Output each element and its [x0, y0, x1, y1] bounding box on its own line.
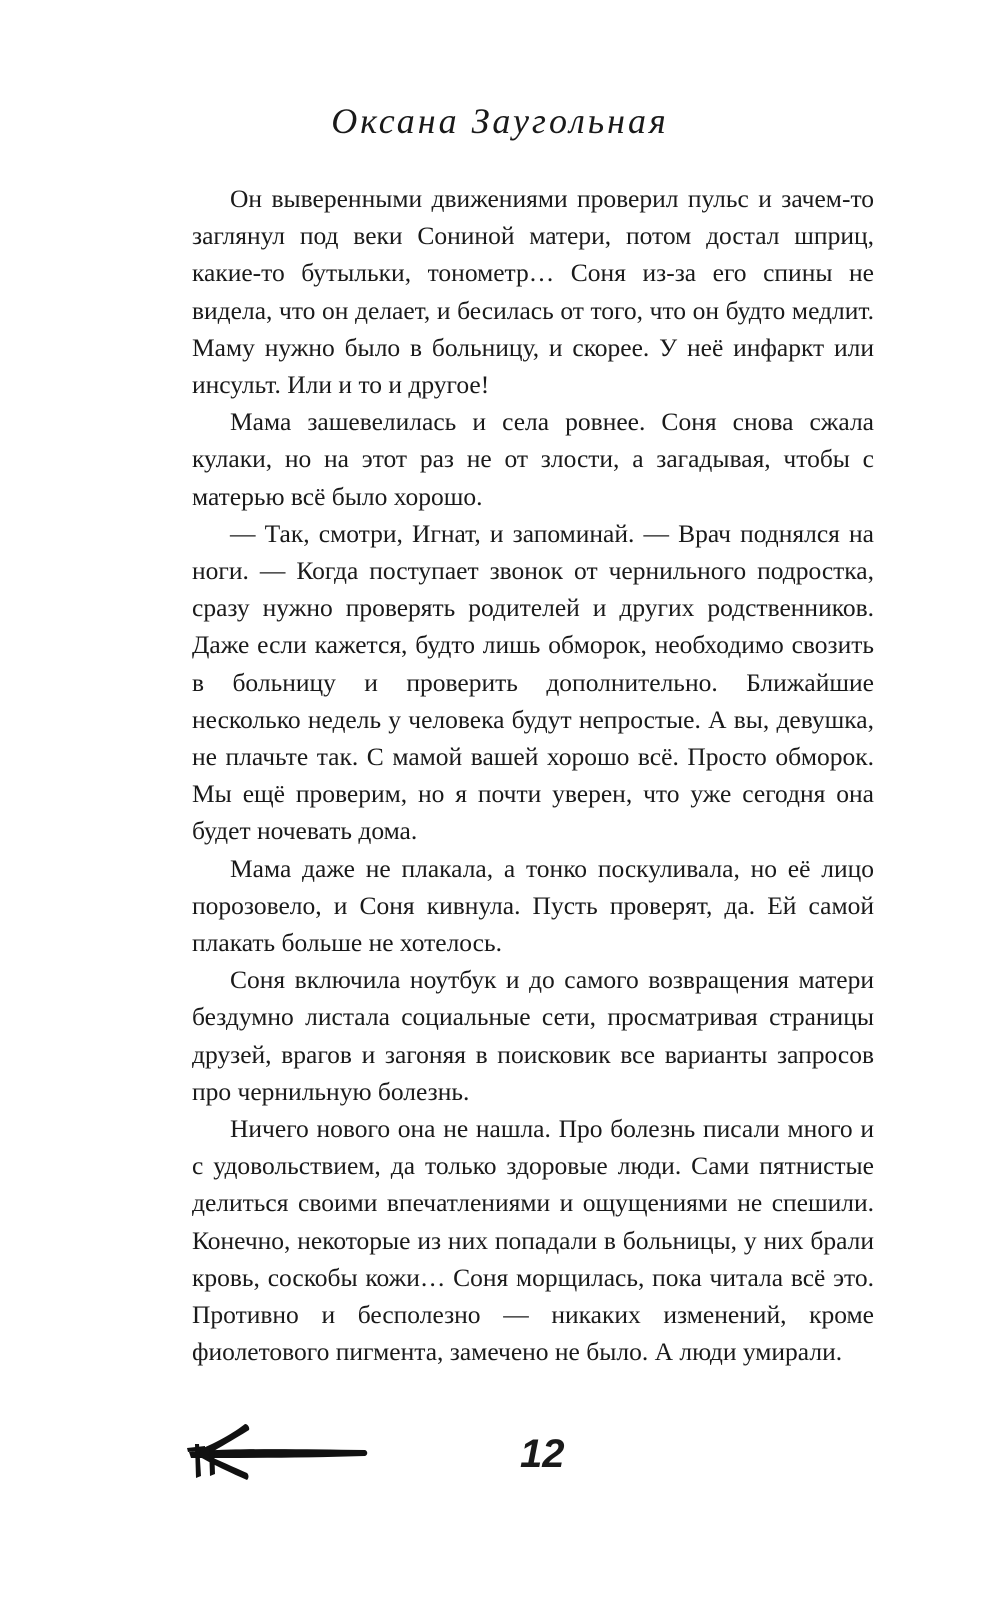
page-number: 12 [520, 1432, 565, 1476]
body-text [192, 180, 874, 1371]
running-head: Оксана Заугольная [331, 101, 669, 141]
paragraph: Он выверенными движениями проверил пульс и зачем-то заглянул под веки Сониной матери, потом достал шприц, какие-то бутыльки, тонометр… Соня из-за его спины не видела, что он делает, и бесилась от того, что он будто медлит. Маму нужно было в больницу, и скорее. У неё инфаркт или инсульт. Или и то и другое! [192, 184, 874, 400]
paragraph: Мама даже не плакала, а тонко поскуливала, но её лицо порозовело, и Соня кивнула. Пусть проверят, да. Ей самой плакать больше не хотелось. [192, 853, 874, 958]
paragraph: Ничего нового она не нашла. Про болезнь писали много и с удовольствием, да только здоровые люди. Сами пятнистые делиться своими впечатлениями и ощущениями не спешили. Конечно, некоторые из них попадали в больницы, у них брали кровь, соскобы кожи… Соня морщилась, пока читала всё это. Противно и бесполезно — никаких изменений, кроме фиолетового пигмента, замечено не было. А люди умирали. [192, 1114, 874, 1367]
paragraph: — Так, смотри, Игнат, и запоминай. — Врач поднялся на ноги. — Когда поступает звонок от чернильного подростка, сразу нужно проверять родителей и других родственников. Даже если кажется, будто лишь обморок, необходимо свозить в больницу и проверить дополнительно. Ближайшие несколько недель у человека будут непростые. А вы, девушка, не плачьте так. С мамой вашей хорошо всё. Просто обморок. Мы ещё проверим, но я почти уверен, что уже сегодня она будет ночевать дома. [192, 518, 874, 846]
paragraph: Соня включила ноутбук и до самого возвращения матери бездумно листала социальные сети, просматривая страницы друзей, врагов и загоняя в поисковик все варианты запросов про чернильную болезнь. [192, 965, 874, 1106]
left-arrow-brush-icon[interactable] [185, 1418, 375, 1488]
paragraph: Мама зашевелилась и села ровнее. Соня снова сжала кулаки, но на этот раз не от злости, а загадывая, чтобы с матерью всё было хорошо. [192, 407, 874, 511]
